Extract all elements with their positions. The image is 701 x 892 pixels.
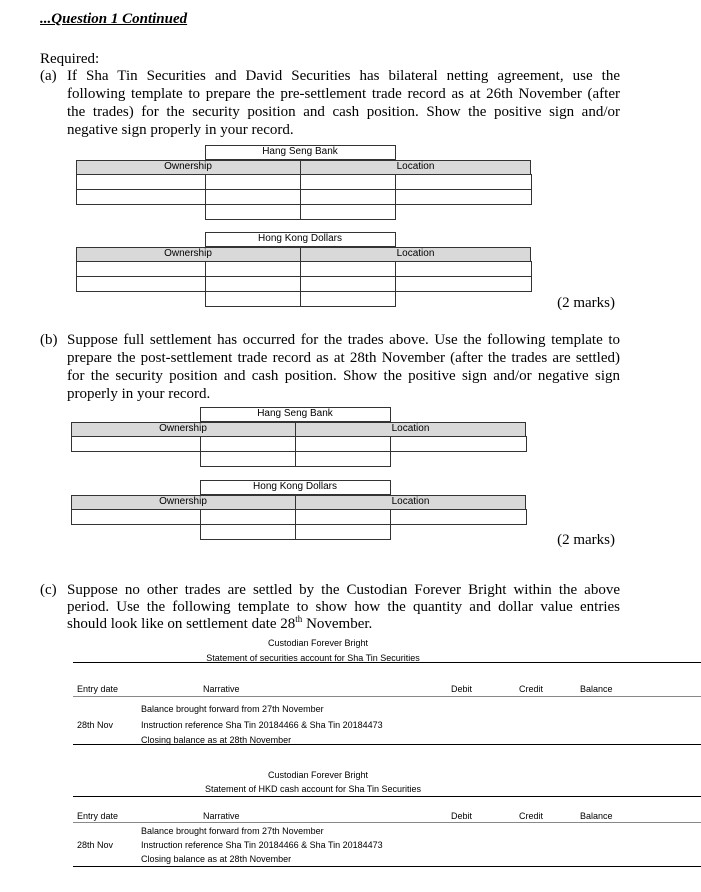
column-header: Debit — [451, 811, 473, 821]
divider — [73, 822, 701, 823]
ledger-balance-cell[interactable] — [200, 451, 296, 467]
text-line: negative sign properly in your record. — [67, 122, 294, 138]
marks-a: (2 marks) — [557, 295, 615, 311]
column-header: Entry date — [77, 684, 119, 694]
location-label: Location — [396, 248, 435, 259]
ledger-entry-cell[interactable] — [76, 276, 206, 292]
marks-b: (2 marks) — [557, 532, 615, 548]
divider — [73, 696, 701, 697]
ledger-entry-cell[interactable] — [390, 436, 527, 452]
part-b-text — [40, 331, 620, 403]
text-line: the trades) for the security position and cash position. Show the positive sign and/or — [67, 104, 620, 120]
narrative-row: Balance brought forward from 27th November — [141, 704, 324, 714]
ledger-balance-cell[interactable] — [300, 204, 396, 220]
ownership-label: Ownership — [159, 423, 207, 434]
ledger-entry-cell[interactable] — [200, 509, 296, 525]
ownership-label: Ownership — [164, 248, 212, 259]
text-line: period. Use the following template to show how the quantity and dollar value entries — [67, 599, 620, 615]
column-header: Balance — [580, 684, 613, 694]
part-c-label: (c) — [40, 582, 57, 598]
column-header: Balance — [580, 811, 613, 821]
ledger-balance-cell[interactable] — [200, 524, 296, 540]
ledger-balance-cell[interactable] — [295, 451, 391, 467]
section-heading: ...Question 1 Continued — [40, 11, 188, 27]
part-a-text — [40, 67, 620, 139]
ledger-entry-cell[interactable] — [76, 261, 206, 277]
narrative-row: Balance brought forward from 27th November — [141, 826, 324, 836]
ledger-entry-cell[interactable] — [76, 174, 206, 190]
part-b-label: (b) — [40, 332, 58, 348]
ledger-entry-cell[interactable] — [395, 276, 532, 292]
divider — [73, 866, 701, 867]
column-header: Narrative — [203, 684, 240, 694]
column-header: Credit — [519, 684, 544, 694]
ledger-balance-cell[interactable] — [295, 524, 391, 540]
text-line: properly in your record. — [67, 386, 211, 402]
ledger-entry-cell[interactable] — [395, 174, 532, 190]
ledger-entry-cell[interactable] — [200, 436, 296, 452]
table-title: Hang Seng Bank — [257, 408, 333, 419]
column-header: Entry date — [77, 811, 119, 821]
ledger-entry-cell[interactable] — [395, 261, 532, 277]
hkd-cash-statement — [0, 770, 701, 880]
ledger-entry-cell[interactable] — [390, 509, 527, 525]
part-a-label: (a) — [40, 68, 57, 84]
column-header: Credit — [519, 811, 544, 821]
text-line — [67, 616, 620, 633]
divider — [73, 744, 701, 745]
text-line: for the security position and cash position. Show the positive sign and/or negative sign — [67, 368, 620, 384]
statement-title: Statement of HKD cash account for Sha Tin Securities — [204, 784, 422, 794]
ledger-entry-cell[interactable] — [205, 261, 301, 277]
part-c-text — [40, 582, 620, 633]
table-title: Hang Seng Bank — [262, 146, 338, 157]
divider — [73, 796, 701, 797]
ledger-entry-cell[interactable] — [205, 174, 301, 190]
narrative-row: Instruction reference Sha Tin 20184466 & Sha Tin 20184473 — [141, 840, 383, 850]
text-line: following template to prepare the pre-settlement trade record as at 26th November (after — [67, 86, 620, 102]
column-header: Narrative — [203, 811, 240, 821]
ledger-entry-cell[interactable] — [300, 261, 396, 277]
column-header: Debit — [451, 684, 473, 694]
ledger-entry-cell[interactable] — [295, 509, 391, 525]
divider — [73, 662, 701, 663]
ownership-label: Ownership — [164, 161, 212, 172]
table-title: Hong Kong Dollars — [258, 233, 342, 244]
ledger-entry-cell[interactable] — [205, 276, 301, 292]
required-label: Required: — [40, 51, 100, 67]
ledger-entry-cell[interactable] — [300, 276, 396, 292]
ledger-entry-cell[interactable] — [71, 436, 201, 452]
securities-statement — [0, 638, 701, 748]
ledger-entry-cell[interactable] — [395, 189, 532, 205]
ledger-balance-cell[interactable] — [205, 204, 301, 220]
ledger-entry-cell[interactable] — [205, 189, 301, 205]
text-line: Suppose no other trades are settled by the Custodian Forever Bright within the above — [67, 582, 620, 598]
ledger-entry-cell[interactable] — [300, 189, 396, 205]
custodian-name: Custodian Forever Bright — [267, 638, 369, 648]
custodian-name: Custodian Forever Bright — [267, 770, 369, 780]
entry-date: 28th Nov — [77, 840, 114, 850]
narrative-row: Instruction reference Sha Tin 20184466 & Sha Tin 20184473 — [141, 720, 383, 730]
narrative-row: Closing balance as at 28th November — [141, 854, 292, 864]
narrative-row: Closing balance as at 28th November — [141, 735, 292, 745]
ledger-entry-cell[interactable] — [76, 189, 206, 205]
statement-title: Statement of securities account for Sha Tin Securities — [206, 653, 420, 663]
ledger-balance-cell[interactable] — [300, 291, 396, 307]
text-line: If Sha Tin Securities and David Securities has bilateral netting agreement, use the — [67, 68, 620, 84]
text-line: prepare the post-settlement trade record as at 28th November (after the trades are settled) — [67, 350, 620, 366]
location-label: Location — [391, 496, 430, 507]
table-title: Hong Kong Dollars — [253, 481, 337, 492]
ledger-balance-cell[interactable] — [205, 291, 301, 307]
ledger-entry-cell[interactable] — [300, 174, 396, 190]
ledger-entry-cell[interactable] — [295, 436, 391, 452]
text-segment: November. — [302, 616, 373, 632]
ownership-label: Ownership — [159, 496, 207, 507]
location-label: Location — [396, 161, 435, 172]
entry-date: 28th Nov — [77, 720, 114, 730]
location-label: Location — [391, 423, 430, 434]
text-line: Suppose full settlement has occurred for the trades above. Use the following template to — [67, 332, 620, 348]
text-segment: should look like on settlement date 28 — [67, 616, 296, 632]
superscript: th — [295, 614, 303, 624]
ledger-entry-cell[interactable] — [71, 509, 201, 525]
